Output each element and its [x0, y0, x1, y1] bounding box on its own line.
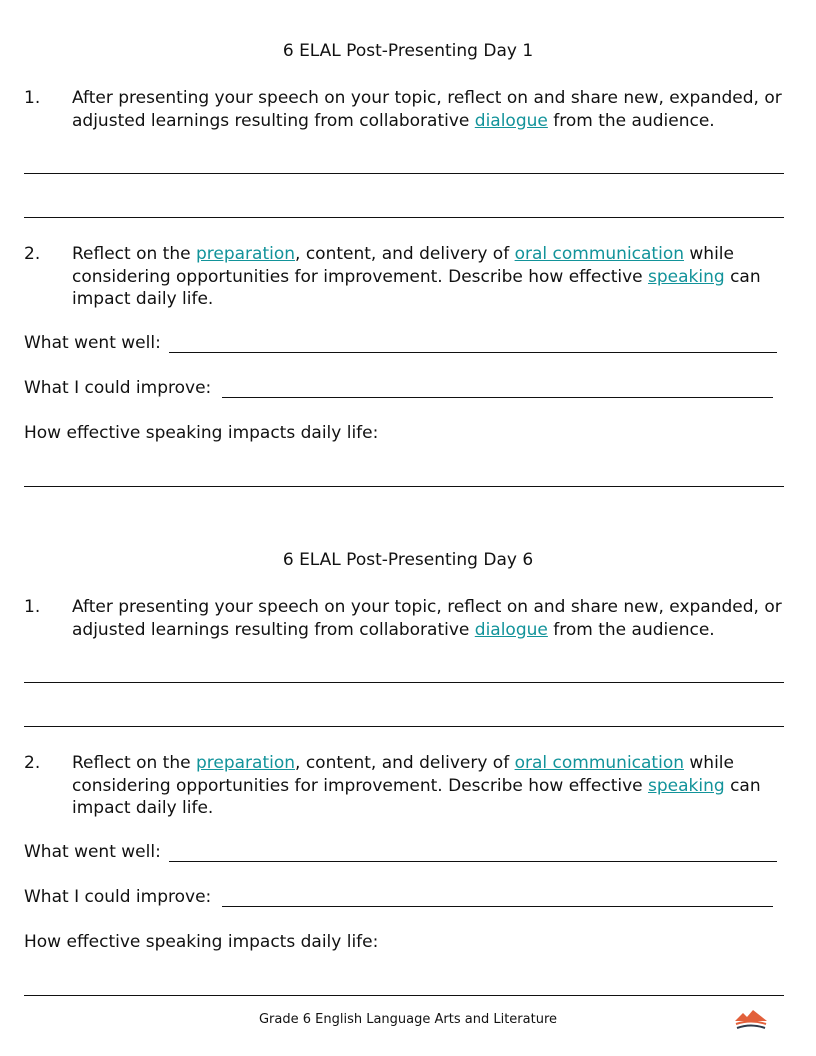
question-1-number: 1. [24, 597, 41, 617]
question-2-text-b: , content, and delivery of [295, 753, 515, 773]
what-went-well-line[interactable] [169, 352, 777, 353]
oral-communication-link[interactable]: oral communication [514, 753, 684, 773]
section-title-day-1: 6 ELAL Post-Presenting Day 1 [282, 41, 534, 61]
page-footer: Grade 6 English Language Arts and Literature [258, 1012, 558, 1027]
answer-line[interactable] [24, 682, 784, 683]
what-i-could-improve-label: What I could improve: [24, 887, 212, 907]
question-2-text-d: can impact daily life. [72, 775, 761, 818]
question-2-text [72, 243, 792, 311]
question-1-text-a: After presenting your speech on your topic, reflect on and share new, expanded, or adjusted learnings resulting from collaborative [72, 597, 782, 640]
question-2-text-c: while considering opportunities for improvement. Describe how effective [72, 244, 734, 287]
question-1-number: 1. [24, 88, 41, 108]
question-2-text-b: , content, and delivery of [295, 244, 515, 264]
question-2-text-c: while considering opportunities for improvement. Describe how effective [72, 753, 734, 796]
speaking-impact-line[interactable] [24, 486, 784, 487]
dialogue-link[interactable]: dialogue [474, 110, 548, 131]
preparation-link[interactable]: preparation [195, 753, 296, 773]
speaking-impact-line[interactable] [24, 995, 784, 996]
oral-communication-link[interactable]: oral communication [514, 244, 684, 264]
section-title-day-6: 6 ELAL Post-Presenting Day 6 [282, 550, 534, 570]
dialogue-link[interactable]: dialogue [474, 619, 548, 640]
question-2-number: 2. [24, 753, 41, 773]
speaking-link[interactable]: speaking [648, 775, 725, 796]
speaking-impact-label: How effective speaking impacts daily life: [24, 932, 379, 952]
what-went-well-label: What went well: [24, 842, 161, 862]
question-2-text-a: Reflect on the [72, 753, 196, 773]
answer-line[interactable] [24, 726, 784, 727]
question-1-text [72, 87, 792, 132]
mountain-logo-icon [734, 1007, 768, 1031]
what-i-could-improve-line[interactable] [222, 397, 773, 398]
question-2-number: 2. [24, 244, 41, 264]
speaking-link[interactable]: speaking [648, 266, 725, 287]
question-1-text-b: from the audience. [547, 110, 715, 131]
what-went-well-line[interactable] [169, 861, 777, 862]
question-2-text-a: Reflect on the [72, 244, 196, 264]
answer-line[interactable] [24, 217, 784, 218]
question-1-text [72, 596, 792, 641]
question-2-text-d: can impact daily life. [72, 266, 761, 309]
what-i-could-improve-line[interactable] [222, 906, 773, 907]
what-went-well-label: What went well: [24, 333, 161, 353]
question-1-text-a: After presenting your speech on your topic, reflect on and share new, expanded, or adjusted learnings resulting from collaborative [72, 88, 782, 131]
answer-line[interactable] [24, 173, 784, 174]
speaking-impact-label: How effective speaking impacts daily life: [24, 423, 379, 443]
what-i-could-improve-label: What I could improve: [24, 378, 212, 398]
preparation-link[interactable]: preparation [195, 244, 296, 264]
question-1-text-b: from the audience. [547, 619, 715, 640]
question-2-text [72, 752, 792, 820]
